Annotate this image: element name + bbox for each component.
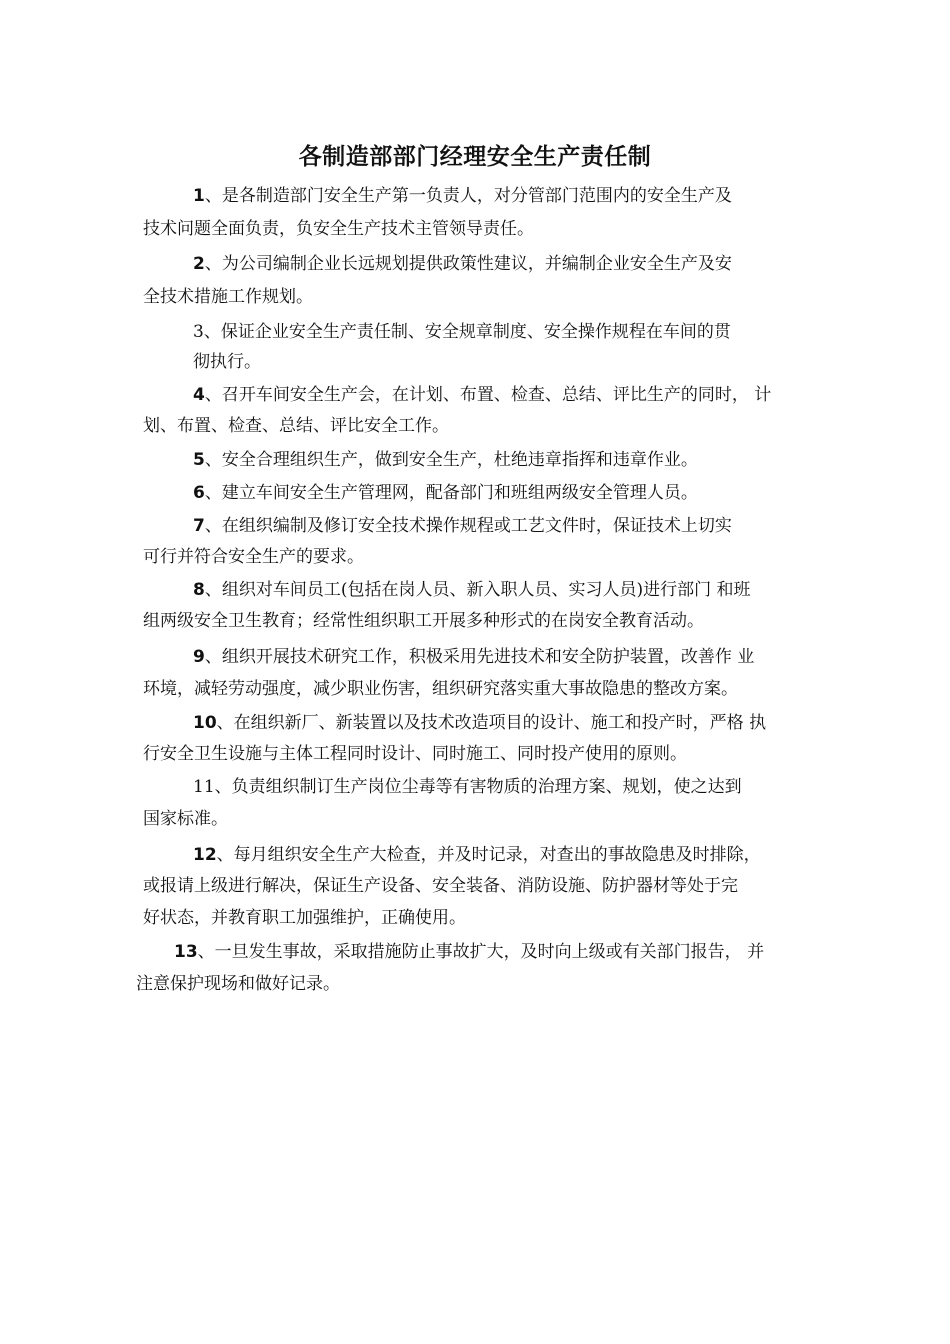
item-2-line-2: 全技术措施工作规划。 — [143, 287, 313, 307]
item-12-line-1 — [193, 842, 761, 868]
item-number: 6 — [193, 483, 205, 503]
item-7-line-2: 可行并符合安全生产的要求。 — [143, 547, 364, 567]
item-10-line-1 — [193, 710, 766, 736]
item-number: 13 — [174, 942, 198, 962]
item-text: 、一旦发生事故，采取措施防止事故扩大，及时向上级或有关部门报告， 并 — [197, 942, 765, 962]
item-number: 5 — [193, 450, 205, 470]
item-13-line-1 — [174, 939, 764, 965]
item-12-line-3: 好状态，并教育职工加强维护，正确使用。 — [143, 908, 466, 928]
item-text: 、召开车间安全生产会，在计划、布置、检查、总结、评比生产的同时， 计 — [204, 385, 772, 405]
item-text: 、在组织新厂、新装置以及技术改造项目的设计、施工和投产时，严格 执 — [216, 713, 767, 733]
item-11-line-2: 国家标准。 — [143, 809, 228, 829]
item-text: 、为公司编制企业长远规划提供政策性建议，并编制企业安全生产及安 — [204, 254, 732, 274]
item-5-line-1 — [193, 447, 698, 473]
item-number: 9 — [193, 647, 205, 667]
item-2-line-1 — [193, 251, 732, 277]
item-number: 10 — [193, 713, 217, 733]
item-text: 、保证企业安全生产责任制、安全规章制度、安全操作规程在车间的贯 — [203, 322, 731, 342]
item-6-line-1 — [193, 480, 698, 506]
item-9-line-1 — [193, 644, 754, 670]
item-text: 、组织对车间员工(包括在岗人员、新入职人员、实习人员)进行部门 和班 — [204, 580, 751, 600]
item-8-line-2: 组两级安全卫生教育；经常性组织职工开展多种形式的在岗安全教育活动。 — [143, 611, 704, 631]
item-11-line-1 — [193, 774, 742, 800]
item-10-line-2: 行安全卫生设施与主体工程同时设计、同时施工、同时投产使用的原则。 — [143, 744, 687, 764]
item-text: 、建立车间安全生产管理网，配备部门和班组两级安全管理人员。 — [204, 483, 698, 503]
item-1-line-2: 技术问题全面负责，负安全生产技术主管领导责任。 — [143, 219, 534, 239]
item-number: 8 — [193, 580, 205, 600]
document-title: 各制造部部门经理安全生产责任制 — [298, 144, 652, 170]
item-8-line-1 — [193, 577, 751, 603]
item-number: 7 — [193, 516, 205, 536]
item-number: 2 — [193, 254, 205, 274]
item-number: 11 — [193, 777, 215, 797]
item-text: 、是各制造部门安全生产第一负责人，对分管部门范围内的安全生产及 — [204, 186, 732, 206]
item-13-line-2: 注意保护现场和做好记录。 — [136, 974, 340, 994]
item-7-line-1 — [193, 513, 732, 539]
item-4-line-2: 划、布置、检查、总结、评比安全工作。 — [143, 416, 449, 436]
item-number: 1 — [193, 186, 205, 206]
item-text: 、负责组织制订生产岗位尘毒等有害物质的治理方案、规划，使之达到 — [214, 777, 742, 797]
item-text: 、安全合理组织生产，做到安全生产，杜绝违章指挥和违章作业。 — [204, 450, 698, 470]
item-9-line-2: 环境，减轻劳动强度，减少职业伤害，组织研究落实重大事故隐患的整改方案。 — [143, 679, 738, 699]
item-4-line-1 — [193, 382, 771, 408]
item-12-line-2: 或报请上级进行解决，保证生产设备、安全装备、消防设施、防护器材等处于完 — [143, 876, 738, 896]
item-number: 12 — [193, 845, 217, 865]
item-3-line-1 — [193, 319, 731, 345]
item-text: 、每月组织安全生产大检查，并及时记录，对查出的事故隐患及时排除， — [216, 845, 761, 865]
item-1-line-1 — [193, 183, 732, 209]
item-number: 4 — [193, 385, 205, 405]
item-number: 3 — [193, 322, 204, 342]
item-3-line-2: 彻执行。 — [193, 352, 261, 372]
item-text: 、在组织编制及修订安全技术操作规程或工艺文件时，保证技术上切实 — [204, 516, 732, 536]
item-text: 、组织开展技术研究工作，积极采用先进技术和安全防护装置，改善作 业 — [204, 647, 755, 667]
